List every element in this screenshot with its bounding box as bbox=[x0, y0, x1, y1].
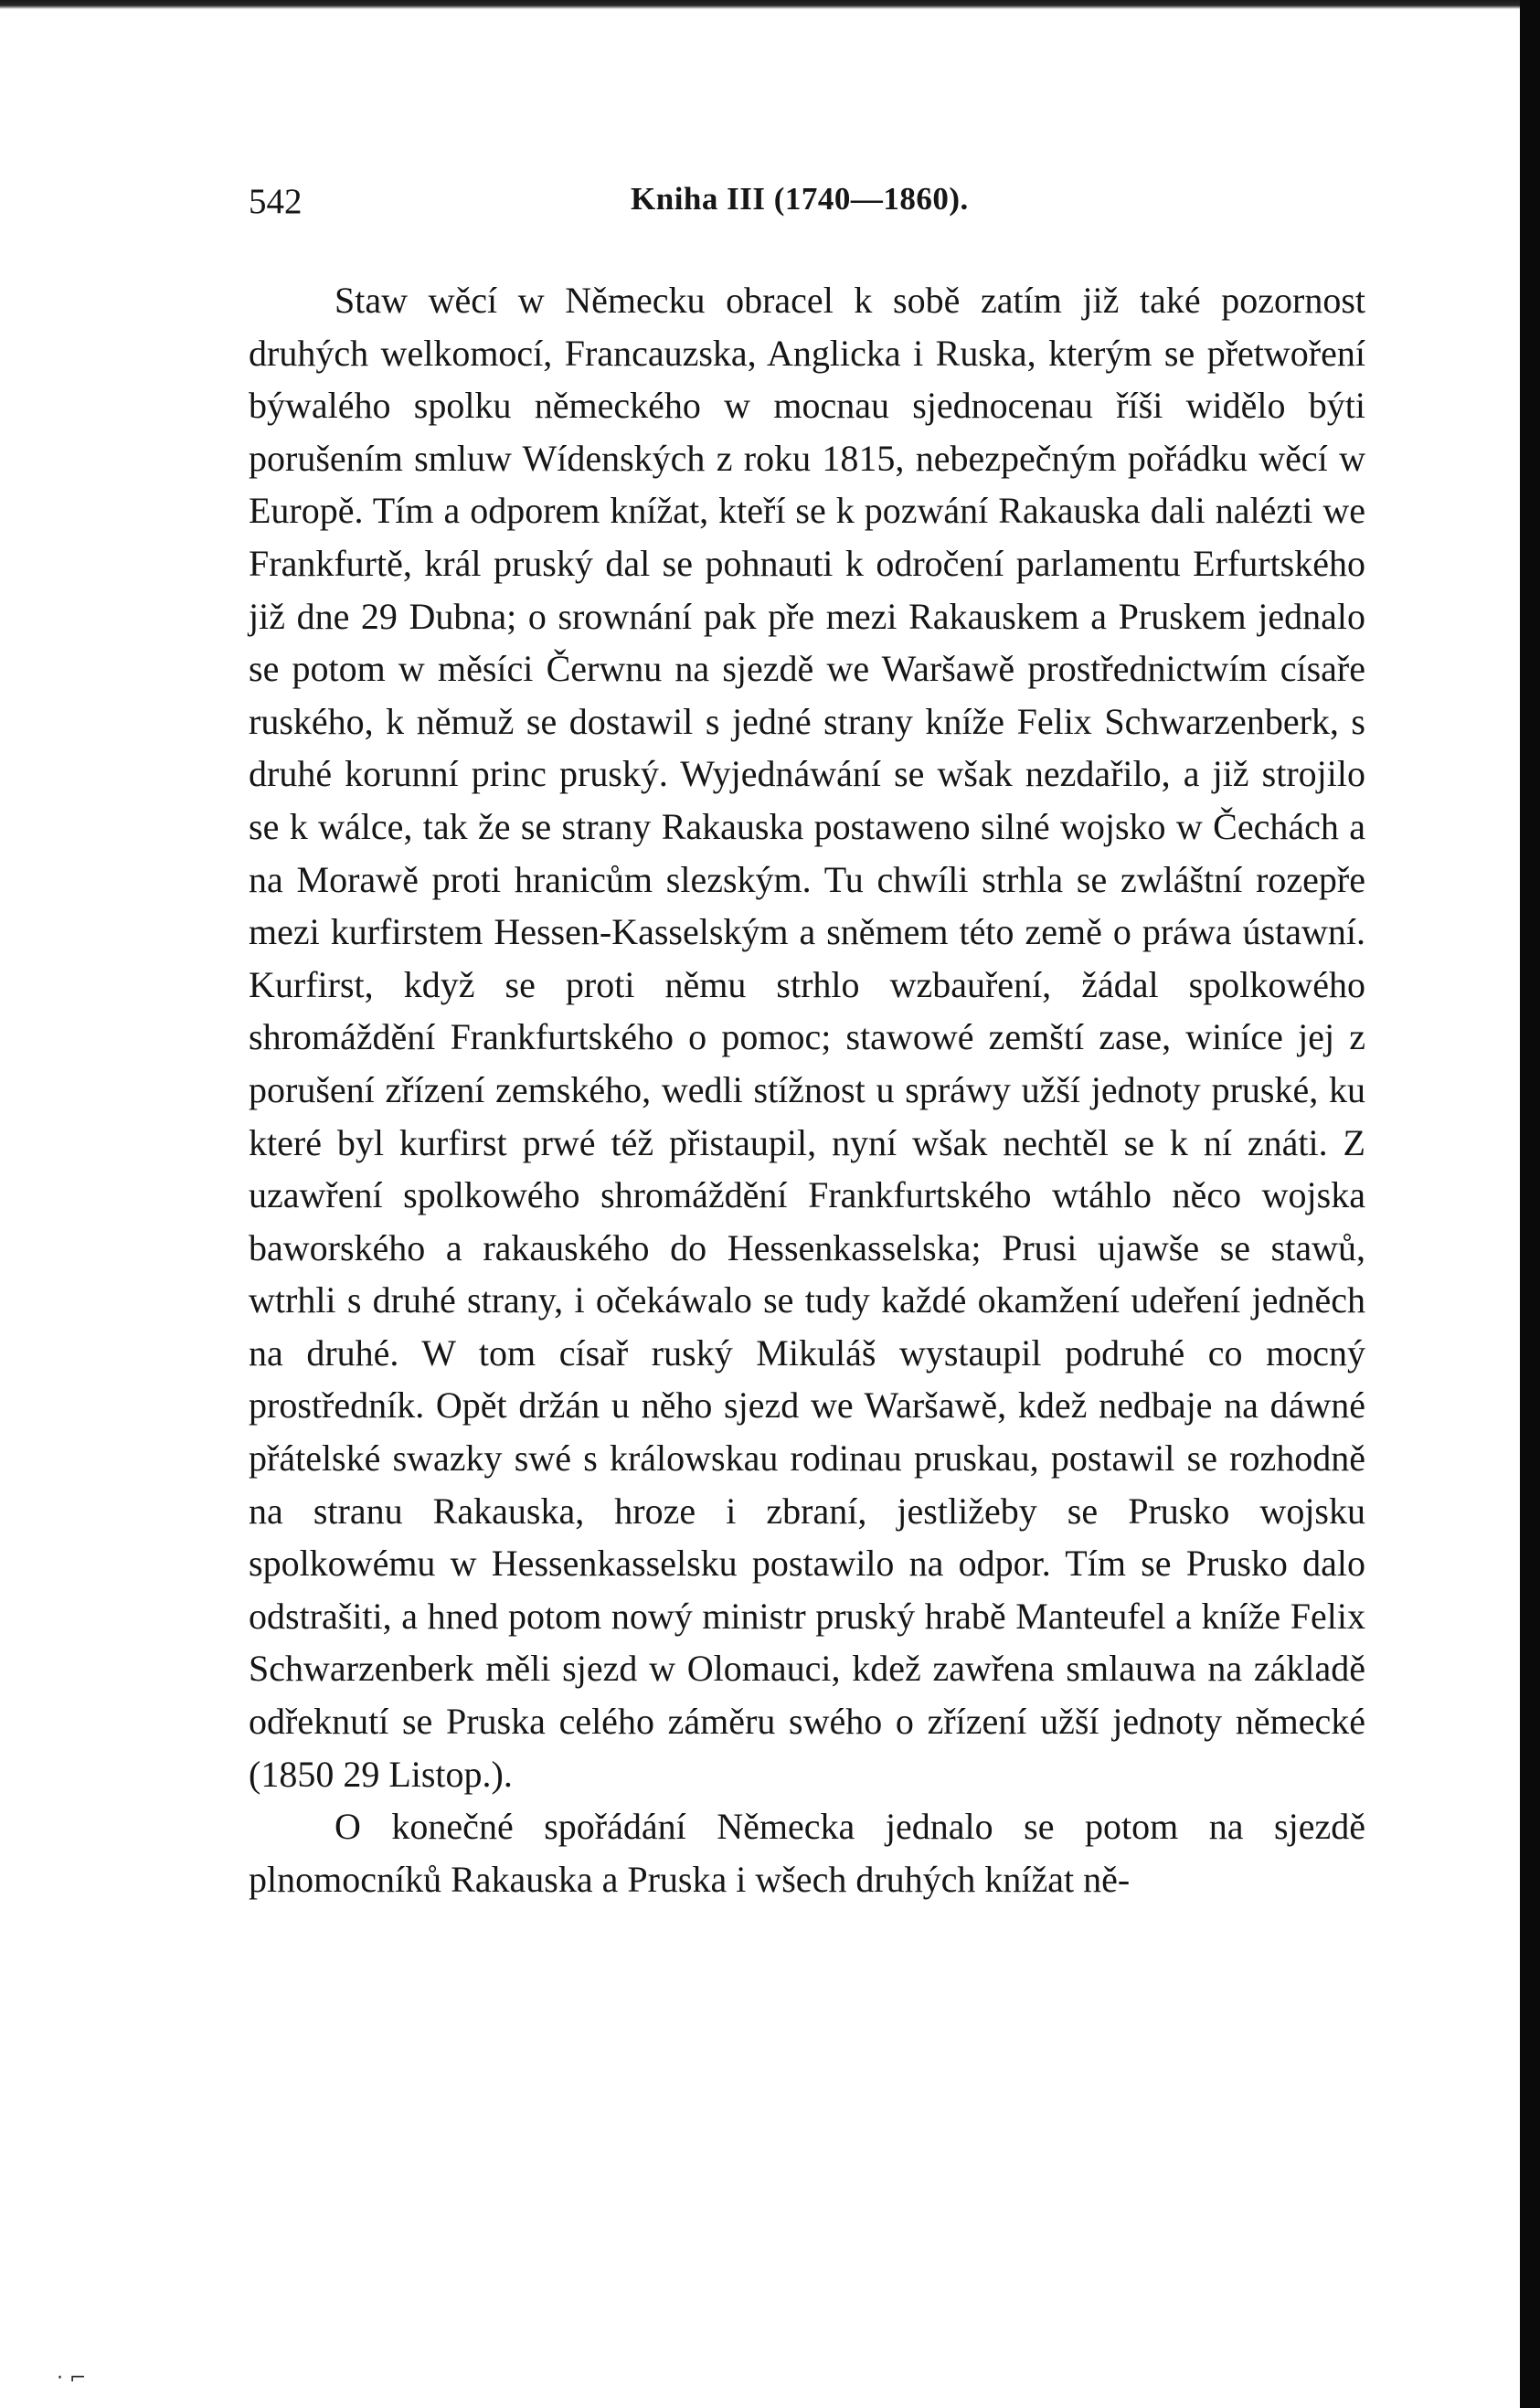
running-title: Kniha III (1740—1860). bbox=[631, 181, 969, 217]
scan-edge-top bbox=[0, 0, 1540, 9]
body-text bbox=[249, 274, 1365, 1905]
paragraph-2: O konečné spořádání Německa jednalo se potom na sjezdě plnomocníků Rakauska a Pruska i wšech druhých knížat ně- bbox=[249, 1806, 1365, 1900]
scan-edge-right bbox=[1520, 0, 1540, 2408]
page-number: 542 bbox=[249, 182, 303, 221]
running-head bbox=[249, 174, 1365, 228]
book-page bbox=[249, 174, 1365, 1905]
scan-specks: · ⌐ bbox=[57, 2367, 87, 2390]
paragraph-1: Staw wěcí w Německu obracel k sobě zatím již také pozornost druhých welkomocí, Francauzska, Anglicka i Ruska, kterým se přetwoření býwalého spolku německého w mocnau sjednocenau říši widělo býti porušením smluw Wídenských z roku 1815, nebezpečným pořádku wěcí w Europě. Tím a odporem knížat, kteří se k pozwání Rakauska dali nalézti we Frankfurtě, král pruský dal se pohnauti k odročení parlamentu Erfurtského již dne 29 Dubna; o srownání pak pře mezi Rakauskem a Pruskem jednalo se potom w měsíci Čerwnu na sjezdě we Waršawě prostřednictwím císaře ruského, k němuž se dostawil s jedné strany kníže Felix Schwarzenberk, s druhé korunní princ pruský. Wyjednáwání se wšak nezdařilo, a již strojilo se k wálce, tak že se strany Rakauska postaweno silné wojsko w Čechách a na Morawě proti hranicům slezským. Tu chwíli strhla se zwláštní rozepře mezi kurfirstem Hessen-Kasselským a sněmem této země o práwa ústawní. Kurfirst, když se proti němu strhlo wzbauření, žádal spolkowého shromáždění Frankfurtského o pomoc; stawowé zemští zase, winíce jej z porušení zřízení zemského, wedli stížnost u spráwy užší jednoty pruské, ku které byl kurfirst prwé též přistaupil, nyní wšak nechtěl se k ní znáti. Z uzawření spolkowého shromáždění Frankfurtského wtáhlo něco wojska baworského a rakauského do Hessenkasselska; Prusi ujawše se stawů, wtrhli s druhé strany, i očekáwalo se tudy každé okamžení udeření jedněch na druhé. W tom císař ruský Mikuláš wystaupil podruhé co mocný prostředník. Opět držán u něho sjezd we Waršawě, kdež nedbaje na dáwné přátelské swazky swé s králowskau rodinau pruskau, postawil se rozhodně na stranu Rakauska, hroze i zbraní, jestližeby se Prusko wojsku spolkowému w Hessenkasselsku postawilo na odpor. Tím se Prusko dalo odstrašiti, a hned potom nowý ministr pruský hrabě Manteufel a kníže Felix Schwarzenberk měli sjezd w Olomauci, kdež zawřena smlauwa na základě odřeknutí se Pruska celého záměru swého o zřízení užší jednoty německé (1850 29 Listop.). bbox=[249, 280, 1365, 1795]
